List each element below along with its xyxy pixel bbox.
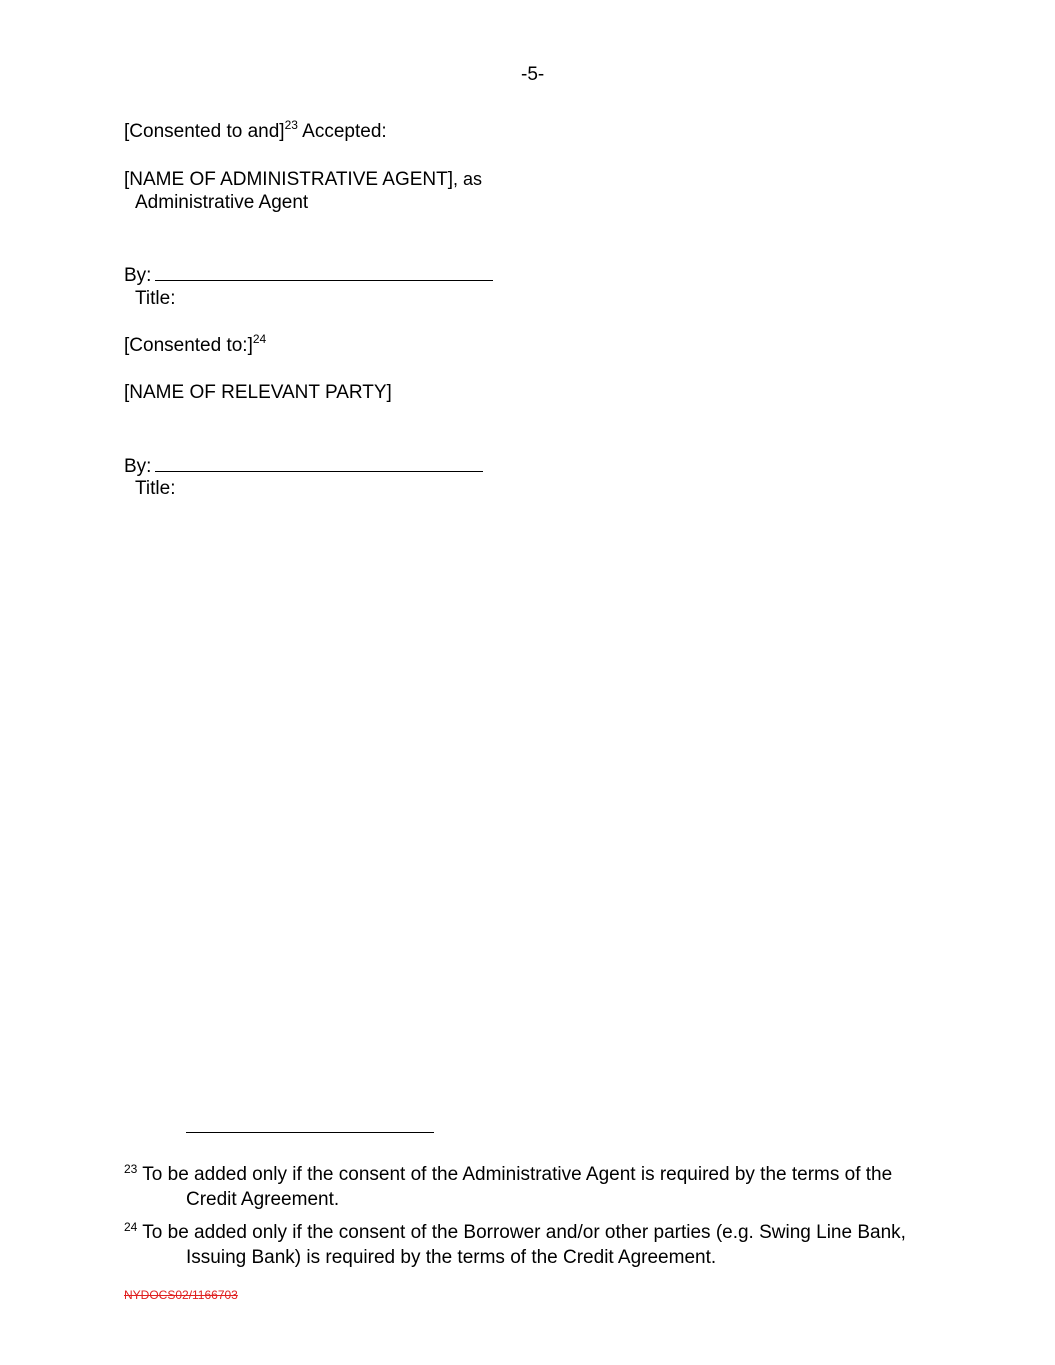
title-label-1: Title: — [135, 288, 176, 309]
footnote-24 — [124, 1220, 924, 1270]
admin-agent-name: [NAME OF ADMINISTRATIVE AGENT] — [124, 169, 454, 190]
accepted-text: Accepted: — [297, 121, 387, 142]
document-id: NYDOCS02/1166703 — [124, 1288, 238, 1302]
signature-blank-2 — [155, 455, 483, 472]
admin-agent-name-line — [124, 168, 482, 191]
admin-agent-role: Administrative Agent — [135, 192, 309, 213]
by-label-2: By: — [124, 456, 152, 477]
footnote-23 — [124, 1162, 914, 1212]
page-number: -5- — [521, 64, 545, 85]
by-label-1: By: — [124, 265, 152, 286]
footnote-ref-24: 24 — [252, 332, 267, 346]
footnote-ref-23: 23 — [284, 118, 298, 132]
consent-accept-text: [Consented to and] — [124, 121, 285, 142]
footnote-23-ref: 23 — [124, 1162, 138, 1176]
title-label-2: Title: — [135, 478, 176, 499]
signature-line-2 — [124, 455, 483, 478]
footnote-24-text: To be added only if the consent of the Borrower and/or other parties (e.g. Swing Line Bank, Issuing Bank) is required by the terms of the Credit Agreement. — [142, 1222, 906, 1268]
consent-line — [124, 332, 267, 357]
footnote-23-text: To be added only if the consent of the Administrative Agent is required by the terms of the Credit Agreement. — [142, 1164, 893, 1210]
footnote-24-ref: 24 — [124, 1220, 138, 1234]
admin-agent-suffix: , as — [453, 169, 483, 189]
signature-line-1 — [124, 264, 493, 287]
footnote-separator — [186, 1132, 434, 1133]
consent-text: [Consented to:] — [124, 335, 253, 356]
signature-blank-1 — [155, 264, 493, 281]
relevant-party-name: [NAME OF RELEVANT PARTY] — [124, 382, 392, 403]
consent-accept-line — [124, 118, 387, 143]
